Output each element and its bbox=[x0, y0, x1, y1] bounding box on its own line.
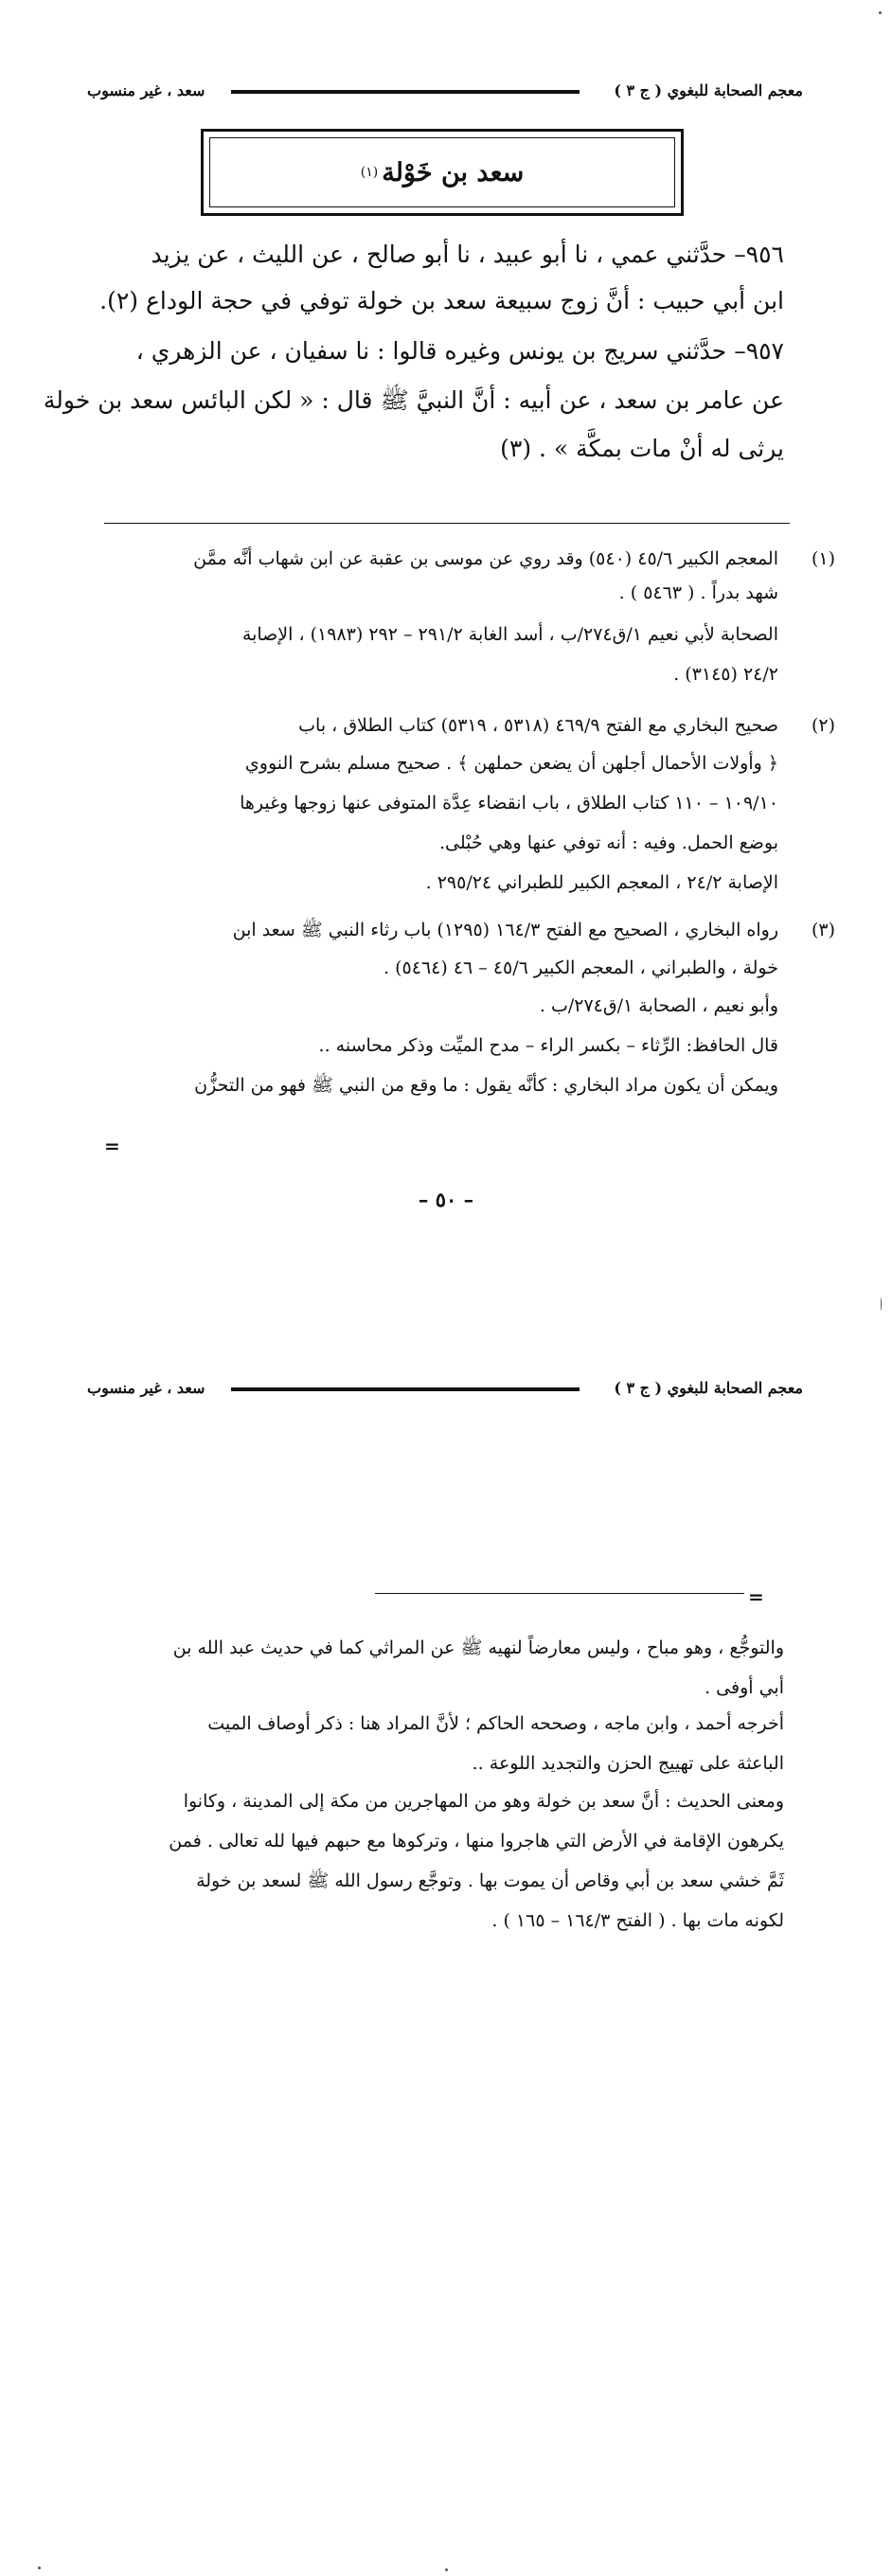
hadith-line-3: ٩٥٧– حدَّثني سريج بن يونس وغيره قالوا : نا سفيان ، عن الزهري ، bbox=[135, 337, 784, 365]
footnote-1-line: المعجم الكبير ٤٥/٦ (٥٤٠) وقد روي عن موسى بن عقبة عن ابن شهاب أنَّه ممَّن bbox=[193, 548, 778, 569]
page2-note-line: ثَمَّ خشي سعد بن أبي وقاص أن يموت بها . وتوجَّع رسول الله ﷺ لسعد بن خولة bbox=[196, 1870, 784, 1891]
page1-header-book-title: معجم الصحابة للبغوي ( ج ٣ ) bbox=[614, 81, 803, 99]
scan-speck bbox=[445, 2568, 448, 2571]
scan-speck bbox=[879, 11, 882, 14]
page2-note-line: أخرجه أحمد ، وابن ماجه ، وصححه الحاكم ؛ لأنَّ المراد هنا : ذكر أوصاف الميت bbox=[207, 1713, 784, 1734]
scan-speck bbox=[881, 1297, 882, 1311]
page2-note-line: ومعنى الحديث : أنَّ سعد بن خولة وهو من المهاجرين من مكة إلى المدينة ، وكانوا bbox=[183, 1791, 784, 1812]
footnote-2-line: ١٠٩/١٠ – ١١٠ كتاب الطلاق ، باب انقضاء عِدَّة المتوفى عنها زوجها وغيرها bbox=[240, 793, 778, 814]
page2-note-line: الباعثة على تهييج الحزن والتجديد اللوعة .. bbox=[472, 1753, 784, 1774]
footnote-1-number: (١) bbox=[811, 548, 835, 569]
page1-page-number: – ٥٠ – bbox=[418, 1188, 474, 1211]
footnote-2-number: (٢) bbox=[811, 715, 835, 736]
page2-note-line: يكرهون الإقامة في الأرض التي هاجروا منها ، وتركوها مع حبهم فيها لله تعالى . فمن bbox=[169, 1831, 784, 1852]
scan-speck bbox=[38, 2567, 41, 2569]
footnote-2-line: صحيح البخاري مع الفتح ٤٦٩/٩ (٥٣١٨ ، ٥٣١٩) كتاب الطلاق ، باب bbox=[298, 715, 778, 736]
footnote-3-line: قال الحافظ: الرِّثاء – بكسر الراء – مدح الميِّت وذكر محاسنه .. bbox=[318, 1035, 778, 1056]
footnote-1-line: شهد بدراً . ( ٥٤٦٣ ) . bbox=[618, 582, 778, 603]
page2-header-section: سعد ، غير منسوب bbox=[87, 1379, 205, 1397]
entry-title-frame bbox=[201, 129, 684, 216]
footnote-3-line: وأبو نعيم ، الصحابة ١/ق٢٧٤/ب . bbox=[539, 995, 778, 1016]
footnote-3-number: (٣) bbox=[811, 920, 835, 940]
page2-continuation-mark: = bbox=[748, 1585, 764, 1608]
footnote-3-line: ويمكن أن يكون مراد البخاري : كأنَّه يقول : ما وقع من النبي ﷺ فهو من التحزُّن bbox=[194, 1075, 778, 1096]
page2-note-line: لكونه مات بها . ( الفتح ١٦٤/٣ – ١٦٥ ) . bbox=[491, 1910, 784, 1931]
page1-header bbox=[0, 80, 892, 108]
page2-footnote-separator bbox=[375, 1593, 744, 1594]
footnote-1-line: الصحابة لأبي نعيم ١/ق٢٧٤/ب ، أسد الغابة ٢٩١/٢ – ٢٩٢ (١٩٨٣) ، الإصابة bbox=[241, 624, 778, 645]
page2-header bbox=[0, 1377, 892, 1405]
page2-header-rule bbox=[231, 1387, 580, 1391]
footnote-3-line: رواه البخاري ، الصحيح مع الفتح ١٦٤/٣ (١٢٩٥) باب رثاء النبي ﷺ سعد ابن bbox=[232, 920, 778, 940]
page2-header-book-title: معجم الصحابة للبغوي ( ج ٣ ) bbox=[614, 1379, 803, 1397]
hadith-line-4: عن عامر بن سعد ، عن أبيه : أنَّ النبيَّ ﷺ قال : « لكن البائس سعد بن خولة bbox=[43, 386, 784, 414]
footnote-1-line: ٢٤/٢ (٣١٤٥) . bbox=[673, 664, 778, 685]
footnote-separator bbox=[104, 523, 790, 524]
page1-continuation-mark: = bbox=[104, 1135, 120, 1157]
page1-header-section: سعد ، غير منسوب bbox=[87, 81, 205, 99]
footnote-3-line: خولة ، والطبراني ، المعجم الكبير ٤٥/٦ – ٤٦ (٥٤٦٤) . bbox=[384, 957, 778, 978]
page2-note-line: والتوجُّع ، وهو مباح ، وليس معارضاً لنهيه ﷺ عن المراثي كما في حديث عبد الله بن bbox=[172, 1637, 784, 1658]
page2-note-line: أبي أوفى . bbox=[705, 1677, 784, 1698]
hadith-line-5: يرثى له أنْ مات بمكَّة » . (٣) bbox=[500, 435, 784, 462]
hadith-line-1: ٩٥٦– حدَّثني عمي ، نا أبو عبيد ، نا أبو صالح ، عن الليث ، عن يزيد bbox=[151, 241, 784, 268]
hadith-line-2: ابن أبي حبيب : أنَّ زوج سبيعة سعد بن خولة توفي في حجة الوداع (٢). bbox=[99, 287, 784, 314]
entry-title: سعد بن خَوْلة bbox=[382, 157, 525, 188]
footnote-2-line: ﴿ وأولات الأحمال أجلهن أن يضعن حملهن ﴾ . صحيح مسلم بشرح النووي bbox=[244, 753, 778, 774]
entry-title-ref: (١) bbox=[360, 165, 379, 180]
page1-header-rule bbox=[231, 90, 580, 94]
footnote-2-line: بوضع الحمل. وفيه : أنه توفي عنها وهي حُبْلى. bbox=[438, 832, 778, 853]
footnote-2-line: الإصابة ٢٤/٢ ، المعجم الكبير للطبراني ٢٩٥/٢٤ . bbox=[425, 872, 778, 893]
